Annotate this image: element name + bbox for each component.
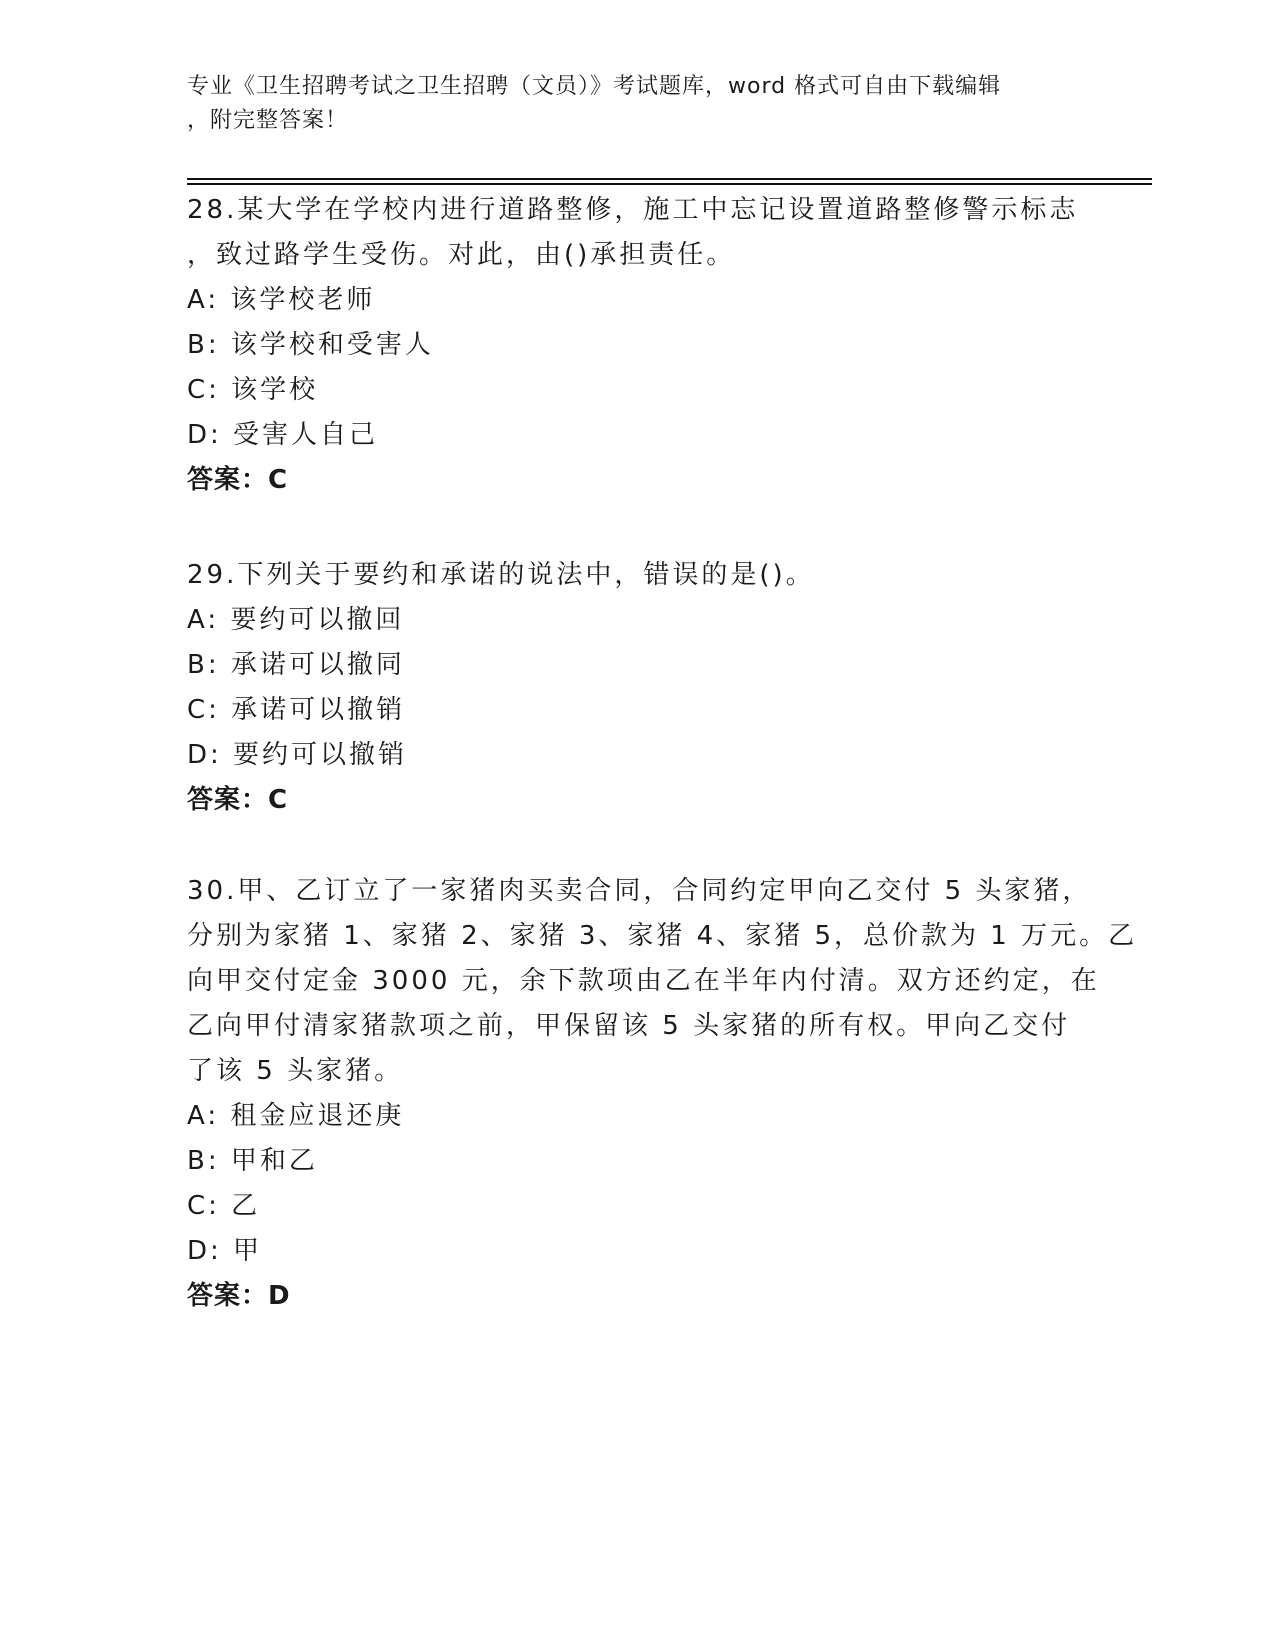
option-d: D: 受害人自己 — [187, 420, 379, 450]
option-b: B: 甲和乙 — [187, 1146, 318, 1176]
question-stem-line: ，致过路学生受伤。对此，由()承担责任。 — [187, 240, 736, 270]
option-b: B: 该学校和受害人 — [187, 330, 434, 360]
header-divider-top — [187, 178, 1152, 180]
option-d: D: 甲 — [187, 1236, 263, 1266]
answer: 答案：C — [187, 465, 289, 495]
header-line-2: ，附完整答案！ — [187, 108, 349, 133]
question-29 — [187, 553, 1087, 823]
option-c: C: 乙 — [187, 1191, 261, 1221]
option-c: C: 该学校 — [187, 375, 319, 405]
option-c: C: 承诺可以撤销 — [187, 695, 406, 725]
header-line-1: 专业《卫生招聘考试之卫生招聘（文员）》考试题库，word 格式可自由下载编辑 — [187, 74, 1002, 99]
question-stem-line: 分别为家猪 1、家猪 2、家猪 3、家猪 4、家猪 5，总价款为 1 万元。乙 — [187, 921, 1138, 951]
option-b: B: 承诺可以撤同 — [187, 650, 405, 680]
question-stem-line: 向甲交付定金 3000 元，余下款项由乙在半年内付清。双方还约定，在 — [187, 966, 1100, 996]
question-30 — [187, 869, 1138, 1319]
option-a: A: 该学校老师 — [187, 285, 376, 315]
option-a: A: 租金应退还庚 — [187, 1101, 405, 1131]
question-stem-line: 29.下列关于要约和承诺的说法中，错误的是()。 — [187, 560, 815, 590]
question-stem-line: 了该 5 头家猪。 — [187, 1056, 404, 1086]
header-divider-bottom — [187, 183, 1152, 185]
answer: 答案：D — [187, 1281, 291, 1311]
question-stem-line: 28.某大学在学校内进行道路整修，施工中忘记设置道路整修警示标志 — [187, 195, 1079, 225]
question-stem-line: 乙向甲付清家猪款项之前，甲保留该 5 头家猪的所有权。甲向乙交付 — [187, 1011, 1071, 1041]
answer: 答案：C — [187, 785, 289, 815]
document-header — [187, 70, 1067, 138]
option-d: D: 要约可以撤销 — [187, 740, 408, 770]
question-28 — [187, 188, 1087, 503]
option-a: A: 要约可以撤回 — [187, 605, 405, 635]
question-stem-line: 30.甲、乙订立了一家猪肉买卖合同，合同约定甲向乙交付 5 头家猪， — [187, 876, 1092, 906]
